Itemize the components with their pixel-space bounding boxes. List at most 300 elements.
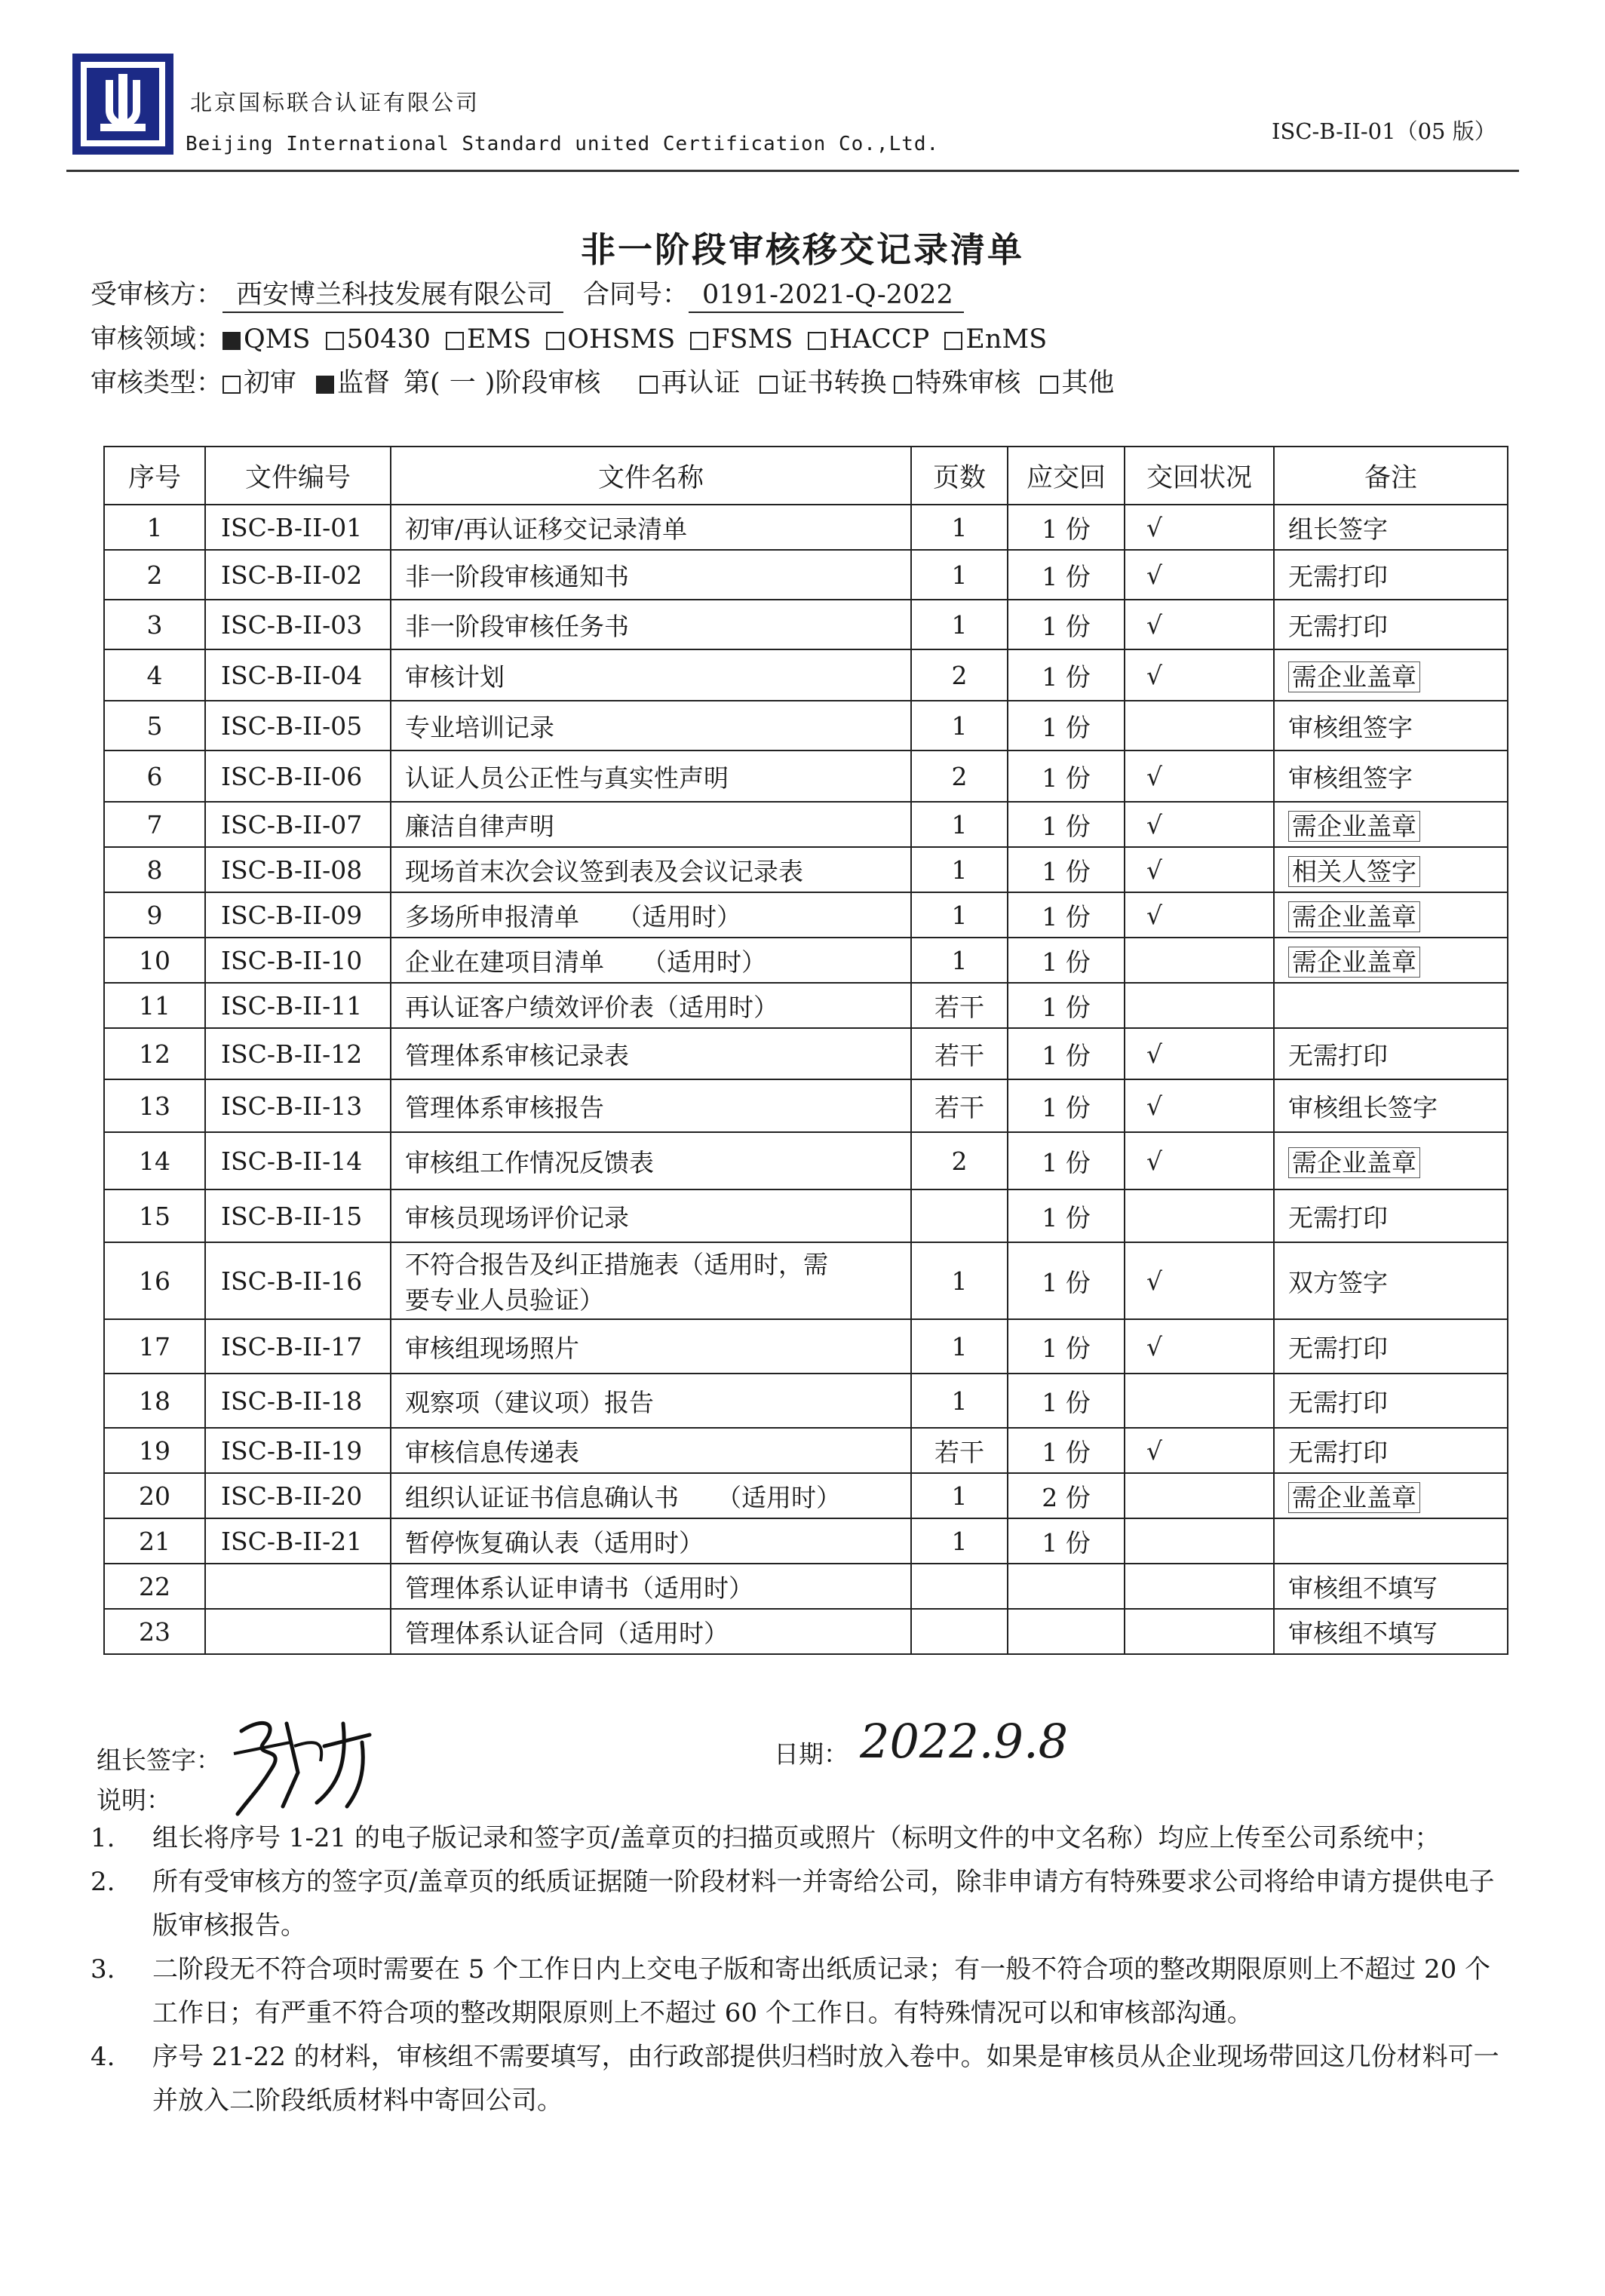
cell-copies: 1 份	[1008, 600, 1125, 649]
cell-name	[391, 1028, 911, 1079]
table-row	[104, 847, 1508, 892]
cell-code: ISC-B-II-16	[205, 1242, 391, 1319]
company-name-en: Beijing International Standard united Certification Co.,Ltd.	[186, 133, 940, 155]
checkbox-icon	[944, 332, 962, 350]
remark-text: 审核组不填写	[1288, 1618, 1438, 1648]
cell-status	[1125, 1564, 1274, 1609]
stage-suffix: )阶段审核	[484, 368, 601, 398]
cell-status: √	[1125, 1079, 1274, 1132]
cell-name	[391, 1132, 911, 1189]
cell-no: 16	[104, 1242, 205, 1319]
note-item	[91, 1948, 1516, 2035]
cell-no: 21	[104, 1518, 205, 1564]
file-name: 管理体系审核记录表	[405, 1040, 629, 1070]
checkbox-icon	[326, 332, 344, 350]
cell-code: ISC-B-II-19	[205, 1428, 391, 1473]
cell-copies: 1 份	[1008, 1028, 1125, 1079]
cell-code: ISC-B-II-17	[205, 1319, 391, 1374]
remark-text: 审核组不填写	[1288, 1573, 1438, 1603]
notes-label: 说明：	[97, 1785, 171, 1815]
cell-remark	[1274, 1473, 1508, 1518]
cell-code: ISC-B-II-07	[205, 802, 391, 847]
table-row	[104, 550, 1508, 600]
cell-name	[391, 1079, 911, 1132]
table-row	[104, 649, 1508, 701]
cell-no: 6	[104, 750, 205, 802]
cell-pages: 2	[911, 649, 1008, 701]
note-text: 序号 21-22 的材料，审核组不需要填写，由行政部提供归档时放入卷中。如果是审核员从企业现场带回这几份材料可一并放入二阶段纸质材料中寄回公司。	[152, 2042, 1499, 2116]
file-name: 观察项（建议项）报告	[405, 1387, 654, 1417]
cell-remark	[1274, 938, 1508, 983]
table-row	[104, 1242, 1508, 1319]
cell-no: 5	[104, 701, 205, 750]
checkbox-icon	[690, 332, 708, 350]
cell-code: ISC-B-II-20	[205, 1473, 391, 1518]
notes-list	[91, 1816, 1516, 2123]
cell-pages: 若干	[911, 983, 1008, 1028]
audit-field-option	[808, 324, 929, 355]
file-name: 审核计划	[405, 661, 505, 692]
note-number: 1.	[91, 1823, 115, 1853]
cell-pages: 1	[911, 1518, 1008, 1564]
cell-remark	[1274, 750, 1508, 802]
header-divider	[66, 170, 1519, 172]
cell-no: 20	[104, 1473, 205, 1518]
company-logo	[70, 51, 176, 157]
audit-field-label: 审核领域：	[91, 324, 223, 355]
cell-no: 23	[104, 1609, 205, 1654]
cell-status: √	[1125, 1132, 1274, 1189]
cell-name	[391, 938, 911, 983]
cell-pages: 若干	[911, 1079, 1008, 1132]
table-body	[104, 505, 1508, 1654]
cell-remark	[1274, 847, 1508, 892]
cell-remark	[1274, 1028, 1508, 1079]
audit-field-label: OHSMS	[567, 324, 676, 355]
audit-type-label: 审核类型：	[91, 368, 223, 398]
contract-label: 合同号：	[583, 280, 689, 310]
cell-status	[1125, 1518, 1274, 1564]
cell-code: ISC-B-II-05	[205, 701, 391, 750]
cell-status	[1125, 1374, 1274, 1428]
cell-status: √	[1125, 847, 1274, 892]
cell-name	[391, 1473, 911, 1518]
file-name: 认证人员公正性与真实性声明	[405, 763, 729, 793]
audit-type-line	[91, 362, 1114, 400]
note-number: 2.	[91, 1867, 115, 1897]
cell-status	[1125, 1189, 1274, 1242]
cell-remark	[1274, 1428, 1508, 1473]
table-row	[104, 1609, 1508, 1654]
cell-no: 18	[104, 1374, 205, 1428]
cell-no: 10	[104, 938, 205, 983]
cell-code: ISC-B-II-14	[205, 1132, 391, 1189]
remark-text: 需企业盖章	[1288, 811, 1420, 842]
table-row	[104, 1028, 1508, 1079]
cell-copies: 1 份	[1008, 1132, 1125, 1189]
cell-status: √	[1125, 649, 1274, 701]
cell-no: 9	[104, 892, 205, 938]
remark-text: 无需打印	[1288, 1387, 1388, 1417]
cell-code: ISC-B-II-08	[205, 847, 391, 892]
cell-no: 13	[104, 1079, 205, 1132]
file-name: 再认证客户绩效评价表（适用时）	[405, 992, 778, 1022]
cell-remark	[1274, 1609, 1508, 1654]
cell-status: √	[1125, 750, 1274, 802]
cell-remark	[1274, 550, 1508, 600]
cell-copies: 1 份	[1008, 983, 1125, 1028]
file-name: 组织认证证书信息确认书	[405, 1482, 679, 1512]
note-text: 组长将序号 1-21 的电子版记录和签字页/盖章页的扫描页或照片（标明文件的中文名称）均应上传至公司系统中；	[152, 1823, 1441, 1853]
checkbox-icon	[446, 332, 464, 350]
cell-copies	[1008, 1609, 1125, 1654]
remark-text: 无需打印	[1288, 611, 1388, 641]
cell-copies: 1 份	[1008, 1189, 1125, 1242]
cell-no: 8	[104, 847, 205, 892]
cell-code: ISC-B-II-18	[205, 1374, 391, 1428]
cell-pages: 1	[911, 938, 1008, 983]
cell-copies: 1 份	[1008, 505, 1125, 550]
cell-code: ISC-B-II-02	[205, 550, 391, 600]
cell-code: ISC-B-II-01	[205, 505, 391, 550]
checkbox-transfer-icon	[760, 376, 778, 394]
cell-no: 4	[104, 649, 205, 701]
file-name-note: 要专业人员验证）	[405, 1285, 604, 1315]
checkbox-special-icon	[894, 376, 912, 394]
remark-text: 需企业盖章	[1288, 1147, 1420, 1178]
auditee-label: 受审核方：	[91, 280, 223, 310]
audit-field-label: HACCP	[829, 324, 930, 355]
cell-pages: 1	[911, 1374, 1008, 1428]
type-recert: 再认证	[661, 368, 741, 398]
header-remark: 备注	[1274, 447, 1508, 505]
cell-status: √	[1125, 802, 1274, 847]
audit-field-option	[944, 324, 1047, 355]
cell-copies: 1 份	[1008, 750, 1125, 802]
type-surveillance: 监督	[337, 368, 391, 398]
note-number: 4.	[91, 2042, 115, 2072]
audit-field-option	[222, 324, 311, 355]
remark-text: 无需打印	[1288, 1040, 1388, 1070]
cell-pages: 1	[911, 802, 1008, 847]
cell-pages: 1	[911, 847, 1008, 892]
file-name: 审核员现场评价记录	[405, 1202, 629, 1232]
audit-field-option	[546, 324, 675, 355]
cell-copies: 1 份	[1008, 1319, 1125, 1374]
cell-copies: 1 份	[1008, 550, 1125, 600]
cell-name	[391, 1374, 911, 1428]
note-number: 3.	[91, 1954, 115, 1984]
cell-code: ISC-B-II-11	[205, 983, 391, 1028]
cell-copies: 1 份	[1008, 649, 1125, 701]
audit-field-option	[446, 324, 531, 355]
cell-code: ISC-B-II-06	[205, 750, 391, 802]
cell-copies: 2 份	[1008, 1473, 1125, 1518]
table-row	[104, 1374, 1508, 1428]
cell-pages: 1	[911, 600, 1008, 649]
remark-text: 需企业盖章	[1288, 661, 1420, 692]
remark-text: 需企业盖章	[1288, 947, 1420, 978]
cell-code: ISC-B-II-12	[205, 1028, 391, 1079]
file-name: 审核组现场照片	[405, 1333, 579, 1363]
checkbox-surveillance-icon	[316, 376, 334, 394]
cell-code	[205, 1609, 391, 1654]
file-name: 非一阶段审核任务书	[405, 611, 629, 641]
company-name-cn: 北京国标联合认证有限公司	[190, 90, 480, 115]
cell-name	[391, 600, 911, 649]
cell-status: √	[1125, 1428, 1274, 1473]
cell-remark	[1274, 983, 1508, 1028]
audit-field-option	[326, 324, 431, 355]
remark-text: 审核组签字	[1288, 763, 1413, 793]
cell-status: √	[1125, 550, 1274, 600]
note-item	[91, 1816, 1516, 1860]
cell-pages: 1	[911, 1242, 1008, 1319]
cell-pages: 1	[911, 892, 1008, 938]
cell-copies: 1 份	[1008, 1374, 1125, 1428]
note-text: 二阶段无不符合项时需要在 5 个工作日内上交电子版和寄出纸质记录；有一般不符合项的整改期限原则上不超过 20 个工作日；有严重不符合项的整改期限原则上不超过 60 个工作日。有特殊情况可以和审核部沟通。	[152, 1954, 1491, 2028]
remark-text: 无需打印	[1288, 1333, 1388, 1363]
table-row	[104, 600, 1508, 649]
header-code: 文件编号	[205, 447, 391, 505]
cell-status: √	[1125, 1028, 1274, 1079]
file-name-note: （适用时）	[642, 947, 766, 977]
cell-remark	[1274, 1564, 1508, 1609]
file-name: 审核信息传递表	[405, 1437, 579, 1467]
cell-status	[1125, 1473, 1274, 1518]
cell-status: √	[1125, 505, 1274, 550]
auditee-line	[91, 274, 964, 313]
cell-name	[391, 1518, 911, 1564]
cell-remark	[1274, 1189, 1508, 1242]
cell-copies: 1 份	[1008, 938, 1125, 983]
table-row	[104, 1132, 1508, 1189]
document-title: 非一阶段审核移交记录清单	[581, 229, 1024, 270]
type-transfer: 证书转换	[781, 368, 887, 398]
cell-status: √	[1125, 600, 1274, 649]
audit-field-label: QMS	[244, 324, 311, 355]
cell-pages	[911, 1609, 1008, 1654]
header-pages: 页数	[911, 447, 1008, 505]
table-row	[104, 1473, 1508, 1518]
cell-no: 17	[104, 1319, 205, 1374]
file-name: 廉洁自律声明	[405, 811, 554, 841]
cell-pages: 2	[911, 750, 1008, 802]
checkbox-initial-icon	[222, 376, 241, 394]
cell-status: √	[1125, 1319, 1274, 1374]
cell-remark	[1274, 505, 1508, 550]
table-row	[104, 1564, 1508, 1609]
cell-code: ISC-B-II-15	[205, 1189, 391, 1242]
cell-name	[391, 847, 911, 892]
cell-code: ISC-B-II-21	[205, 1518, 391, 1564]
cell-code	[205, 1564, 391, 1609]
cell-status	[1125, 983, 1274, 1028]
cell-name	[391, 1242, 911, 1319]
cell-name	[391, 701, 911, 750]
cell-status: √	[1125, 892, 1274, 938]
remark-text: 需企业盖章	[1288, 1482, 1420, 1513]
auditee-value: 西安博兰科技发展有限公司	[222, 278, 563, 313]
table-row	[104, 938, 1508, 983]
handover-table	[103, 446, 1508, 1655]
cell-name	[391, 750, 911, 802]
cell-name	[391, 550, 911, 600]
cell-remark	[1274, 600, 1508, 649]
cell-name	[391, 1428, 911, 1473]
file-name: 审核组工作情况反馈表	[405, 1147, 654, 1177]
cell-pages	[911, 1189, 1008, 1242]
cell-copies: 1 份	[1008, 847, 1125, 892]
cell-code: ISC-B-II-09	[205, 892, 391, 938]
file-name: 管理体系审核报告	[405, 1092, 604, 1122]
cell-no: 14	[104, 1132, 205, 1189]
remark-text: 无需打印	[1288, 1202, 1388, 1232]
cell-no: 15	[104, 1189, 205, 1242]
table-row	[104, 1428, 1508, 1473]
remark-text: 需企业盖章	[1288, 901, 1420, 932]
file-name: 初审/再认证移交记录清单	[405, 514, 688, 544]
table-row	[104, 1189, 1508, 1242]
cell-pages: 1	[911, 701, 1008, 750]
file-name: 非一阶段审核通知书	[405, 561, 629, 591]
cell-pages: 2	[911, 1132, 1008, 1189]
cell-name	[391, 505, 911, 550]
cell-code: ISC-B-II-03	[205, 600, 391, 649]
cell-name	[391, 1609, 911, 1654]
cell-remark	[1274, 892, 1508, 938]
cell-name	[391, 802, 911, 847]
file-name-note: （适用时）	[717, 1482, 841, 1512]
note-item	[91, 2035, 1516, 2123]
table-row	[104, 1319, 1508, 1374]
cell-copies: 1 份	[1008, 701, 1125, 750]
cell-no: 1	[104, 505, 205, 550]
cell-copies: 1 份	[1008, 802, 1125, 847]
cell-pages: 若干	[911, 1028, 1008, 1079]
cell-copies: 1 份	[1008, 1242, 1125, 1319]
date-value: 2022.9.8	[860, 1714, 1069, 1769]
audit-field-options	[222, 324, 1062, 355]
cell-remark	[1274, 802, 1508, 847]
type-other: 其他	[1061, 368, 1115, 398]
cell-name	[391, 1564, 911, 1609]
stage-prefix: 第(	[404, 368, 440, 398]
cell-remark	[1274, 1132, 1508, 1189]
cell-status	[1125, 938, 1274, 983]
cell-copies	[1008, 1564, 1125, 1609]
cell-name	[391, 1319, 911, 1374]
type-initial: 初审	[244, 368, 297, 398]
checkbox-icon	[808, 332, 826, 350]
note-text: 所有受审核方的签字页/盖章页的纸质证据随一阶段材料一并寄给公司，除非申请方有特殊要求公司将给申请方提供电子版审核报告。	[152, 1867, 1495, 1941]
file-name: 企业在建项目清单	[405, 947, 604, 977]
cell-remark	[1274, 1374, 1508, 1428]
file-name: 暂停恢复确认表（适用时）	[405, 1527, 704, 1558]
cell-no: 12	[104, 1028, 205, 1079]
file-name-note: （适用时）	[617, 901, 741, 932]
remark-text: 双方签字	[1288, 1267, 1388, 1297]
checkbox-icon	[546, 332, 564, 350]
cell-status: √	[1125, 1242, 1274, 1319]
table-row	[104, 701, 1508, 750]
remark-text: 相关人签字	[1288, 856, 1420, 887]
cell-name	[391, 649, 911, 701]
cell-no: 11	[104, 983, 205, 1028]
cell-copies: 1 份	[1008, 1079, 1125, 1132]
contract-number: 0191-2021-Q-2022	[689, 278, 964, 313]
cell-code: ISC-B-II-04	[205, 649, 391, 701]
cell-pages	[911, 1564, 1008, 1609]
cell-pages: 1	[911, 1473, 1008, 1518]
leader-signature-label: 组长签字：	[97, 1745, 221, 1775]
cell-copies: 1 份	[1008, 1428, 1125, 1473]
file-name: 管理体系认证合同（适用时）	[405, 1618, 729, 1648]
table-header-row	[104, 447, 1508, 505]
cell-remark	[1274, 1518, 1508, 1564]
table-row	[104, 892, 1508, 938]
remark-text: 无需打印	[1288, 1437, 1388, 1467]
audit-field-option	[690, 324, 793, 355]
table-row	[104, 983, 1508, 1028]
cell-no: 22	[104, 1564, 205, 1609]
header-name: 文件名称	[391, 447, 911, 505]
cell-pages: 1	[911, 505, 1008, 550]
checkbox-icon	[222, 332, 241, 350]
cell-no: 19	[104, 1428, 205, 1473]
cell-name	[391, 983, 911, 1028]
file-name: 多场所申报清单	[405, 901, 579, 932]
remark-text: 组长签字	[1288, 514, 1388, 544]
cell-pages: 若干	[911, 1428, 1008, 1473]
table-row	[104, 1079, 1508, 1132]
cell-remark	[1274, 1319, 1508, 1374]
table-row	[104, 750, 1508, 802]
audit-field-label: EMS	[466, 324, 532, 355]
remark-text: 无需打印	[1288, 561, 1388, 591]
cell-code: ISC-B-II-10	[205, 938, 391, 983]
cell-copies: 1 份	[1008, 1518, 1125, 1564]
audit-field-label: 50430	[346, 324, 431, 355]
cell-code: ISC-B-II-13	[205, 1079, 391, 1132]
stage-value: 一	[449, 368, 476, 398]
header-status: 交回状况	[1125, 447, 1274, 505]
cell-remark	[1274, 649, 1508, 701]
header-copies: 应交回	[1008, 447, 1125, 505]
cell-no: 3	[104, 600, 205, 649]
leader-signature	[219, 1701, 377, 1822]
cell-status	[1125, 1609, 1274, 1654]
table-row	[104, 1518, 1508, 1564]
document-code: ISC-B-II-01（05 版）	[1272, 118, 1496, 144]
cell-copies: 1 份	[1008, 892, 1125, 938]
date-label: 日期：	[774, 1739, 849, 1769]
cell-no: 7	[104, 802, 205, 847]
header-no: 序号	[104, 447, 205, 505]
cell-name	[391, 1189, 911, 1242]
remark-text: 审核组签字	[1288, 712, 1413, 742]
cell-status	[1125, 701, 1274, 750]
cell-name	[391, 892, 911, 938]
remark-text: 审核组长签字	[1288, 1092, 1438, 1122]
cell-pages: 1	[911, 550, 1008, 600]
type-special: 特殊审核	[915, 368, 1021, 398]
cell-remark	[1274, 1242, 1508, 1319]
checkbox-recert-icon	[640, 376, 658, 394]
audit-field-label: FSMS	[711, 324, 793, 355]
checkbox-other-icon	[1040, 376, 1058, 394]
file-name: 不符合报告及纠正措施表（适用时，需	[405, 1250, 828, 1279]
